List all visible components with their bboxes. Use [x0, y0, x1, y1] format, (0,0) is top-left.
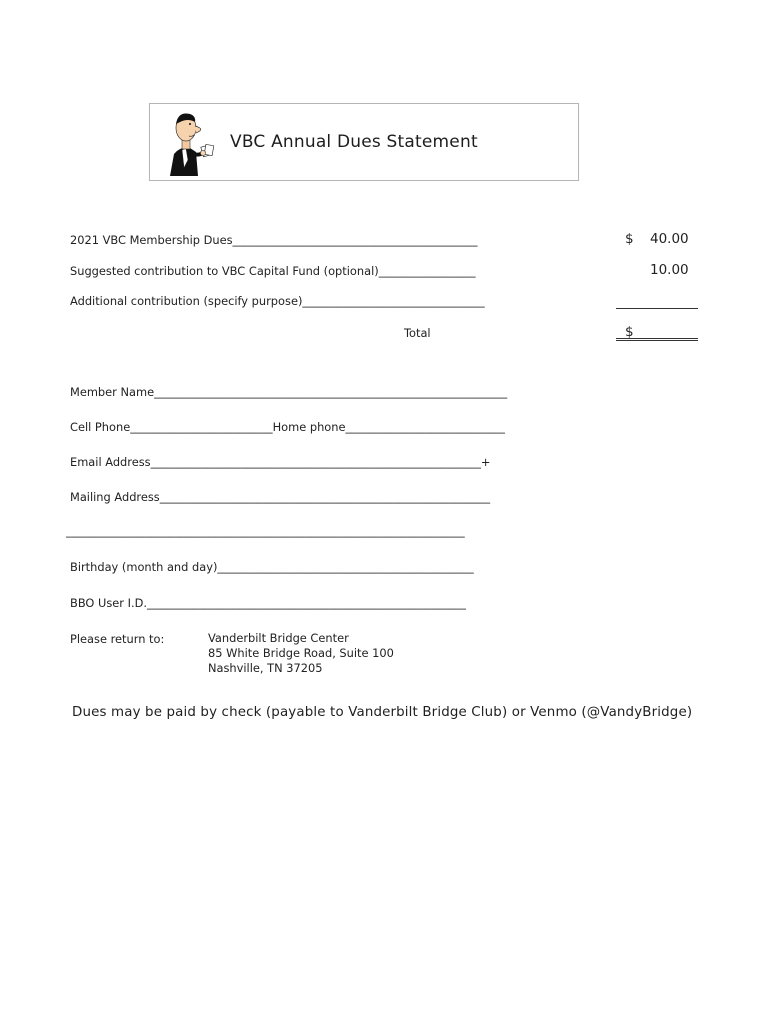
header-box	[149, 103, 579, 181]
payment-instructions: Dues may be paid by check (payable to Vanderbilt Bridge Club) or Venmo (@VandyBridge)	[72, 705, 693, 720]
capital-fund-label: Suggested contribution to VBC Capital Fund (optional)_________________	[70, 264, 476, 278]
bridge-player-logo-icon	[162, 108, 214, 178]
total-label: Total	[404, 326, 431, 340]
total-currency: $	[625, 324, 634, 340]
member-name-field: Member Name______________________________________________________________	[70, 385, 508, 399]
additional-contribution-label: Additional contribution (specify purpose)________________________________	[70, 294, 485, 308]
return-to-label: Please return to:	[70, 632, 165, 646]
total-line	[616, 338, 698, 341]
mailing-address-extra-line: ______________________________________________________________________	[66, 524, 465, 538]
membership-dues-currency: $	[625, 231, 634, 247]
return-address-line-1: Vanderbilt Bridge Center	[208, 631, 349, 645]
birthday-field: Birthday (month and day)_____________________________________________	[70, 560, 474, 574]
membership-dues-label: 2021 VBC Membership Dues___________________________________________	[70, 233, 478, 247]
membership-dues-amount: 40.00	[650, 231, 689, 247]
page-title: VBC Annual Dues Statement	[230, 132, 478, 152]
return-address-line-2: 85 White Bridge Road, Suite 100	[208, 646, 394, 660]
return-address-line-3: Nashville, TN 37205	[208, 661, 323, 675]
phone-fields: Cell Phone_________________________Home phone____________________________	[70, 420, 505, 434]
email-field: Email Address__________________________________________________________+	[70, 455, 491, 469]
mailing-address-field: Mailing Address__________________________________________________________	[70, 490, 491, 504]
additional-contribution-line	[616, 308, 698, 309]
bbo-user-id-field: BBO User I.D.________________________________________________________	[70, 596, 466, 610]
capital-fund-amount: 10.00	[650, 262, 689, 278]
